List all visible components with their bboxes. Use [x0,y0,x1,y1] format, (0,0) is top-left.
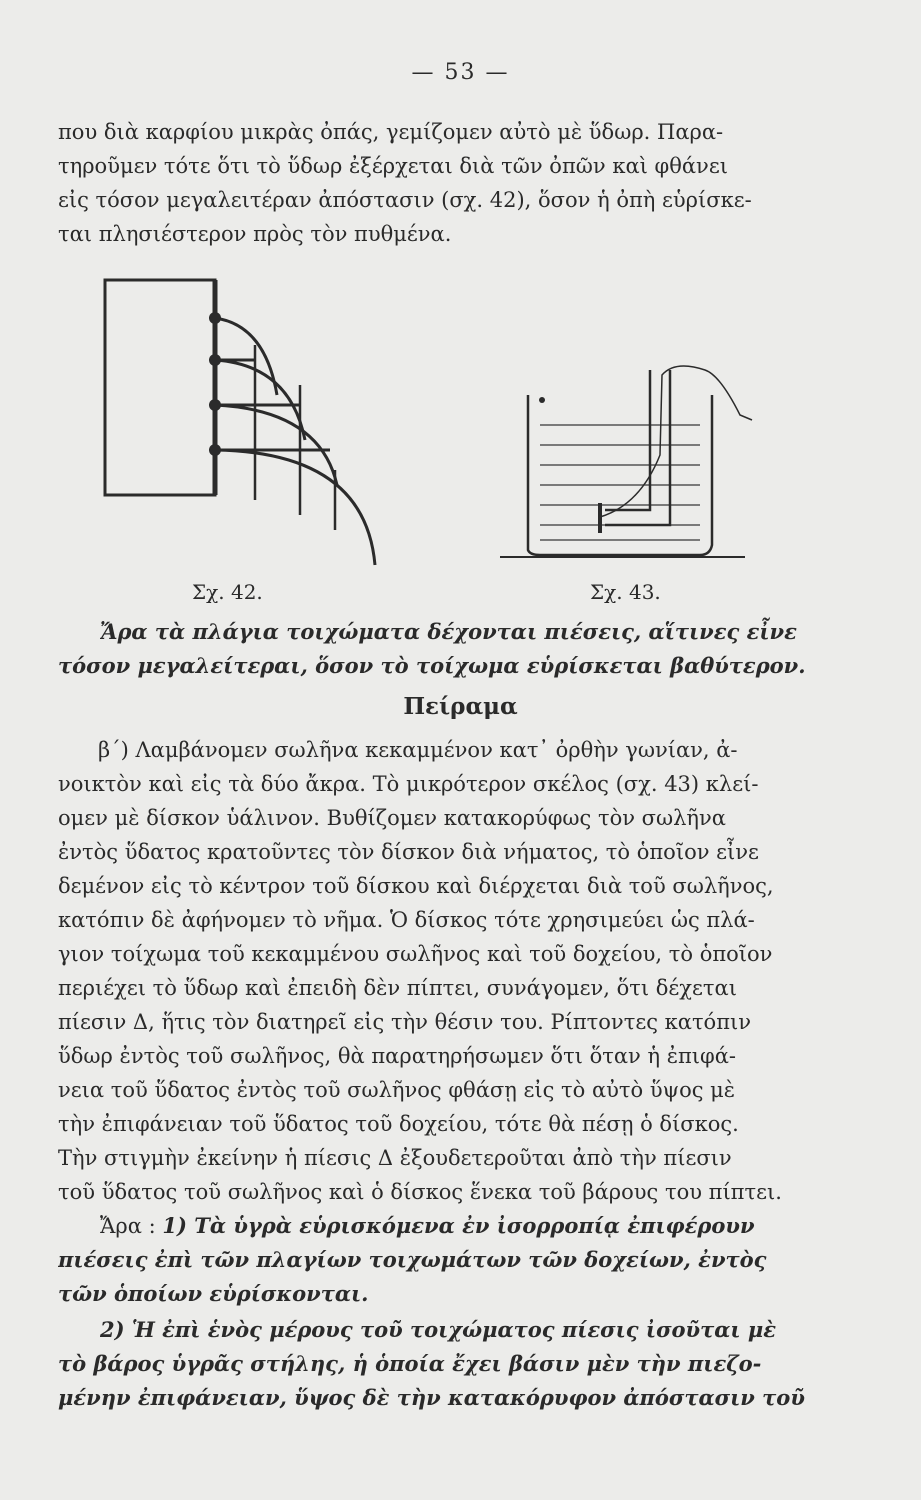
text-line: πίεσιν Δ, ἥτις τὸν διατηρεῖ εἰς τὴν θέσιν του. Ρίπτοντες κατόπιν [58,1010,751,1034]
text-line: Τὴν στιγμὴν ἐκείνην ἡ πίεσις Δ ἐξουδετεροῦται ἀπὸ τὴν πίεσιν [58,1146,732,1170]
text-line: τὴν ἐπιφάνειαν τοῦ ὕδατος τοῦ δοχείου, τότε θὰ πέσῃ ὁ δίσκος. [58,1112,739,1136]
text-line: μένην ἐπιφάνειαν, ὕψος δὲ τὴν κατακόρυφον ἀπόστασιν τοῦ [58,1385,805,1410]
conclusion-2-point-2 [100,1313,822,1347]
page-number: — 53 — [411,60,510,85]
text-line: που διὰ καρφίου μικρὰς ὀπάς, γεμίζομεν αὐτὸ μὲ ὕδωρ. Παρα- [58,120,724,144]
conclusion-1 [100,615,830,649]
section-title: Πείραμα [403,693,518,720]
text-line: νεια τοῦ ὕδατος ἐντὸς τοῦ σωλῆνος φθάσῃ εἰς τὸ αὐτὸ ὕψος μὲ [58,1078,736,1102]
conclusion-2-point-2-cont [58,1347,823,1415]
text-line: Ἄρα τὰ πλάγια τοιχώματα δέχονται πιέσεις, αἵτινες εἶνε [100,619,797,644]
text-line: ὕδωρ ἐντὸς τοῦ σωλῆνος, θὰ παρατηρήσωμεν ὅτι ὅταν ἡ ἐπιφά- [58,1044,737,1068]
text-line: τὸ βάρος ὑγρᾶς στήλης, ἡ ὁποία ἔχει βάσιν μὲν τὴν πιεζο- [58,1351,762,1376]
conclusion-1-cont [58,649,823,683]
figure-42-caption: Σχ. 42. [192,580,263,604]
text-line: κατόπιν δὲ ἀφήνομεν τὸ νῆμα. Ὁ δίσκος τότε χρησιμεύει ὡς πλά- [58,908,755,932]
figure-43-bent-tube [500,355,770,570]
conclusion-lead: Ἄρα : [100,1214,156,1238]
figure-43-caption: Σχ. 43. [590,580,661,604]
conclusion-2-first-line [100,1209,822,1243]
text-line: νοικτὸν καὶ εἰς τὰ δύο ἄκρα. Τὸ μικρότερον σκέλος (σχ. 43) κλεί- [58,772,759,796]
text-line: ται πλησιέστερον πρὸς τὸν πυθμένα. [58,222,452,246]
conclusion-2 [58,1243,823,1311]
text-line: περιέχει τὸ ὕδωρ καὶ ἐπειδὴ δὲν πίπτει, συνάγομεν, ὅτι δέχεται [58,976,737,1000]
text-line: β΄) Λαμβάνομεν σωλῆνα κεκαμμένον κατ᾿ ὀρθὴν γωνίαν, ἀ- [98,738,738,762]
text-line [100,1209,822,1243]
text-line: πιέσεις ἐπὶ τῶν πλαγίων τοιχωμάτων τῶν δοχείων, ἐντὸς [58,1247,767,1272]
conclusion-point-1: 1) Τὰ ὑγρὰ εὑρισκόμενα ἐν ἰσορροπίᾳ ἐπιφέρουν [162,1213,755,1238]
text-line: τῶν ὁποίων εὑρίσκονται. [58,1281,369,1306]
text-line: ομεν μὲ δίσκον ὑάλινον. Βυθίζομεν κατακορύφως τὸν σωλῆνα [58,806,726,830]
text-line: δεμένον εἰς τὸ κέντρον τοῦ δίσκου καὶ διέρχεται διὰ τοῦ σωλῆνος, [58,874,774,898]
text-line: ἐντὸς ὕδατος κρατοῦντες τὸν δίσκον διὰ νήματος, τὸ ὁποῖον εἶνε [58,840,759,864]
text-line: τοῦ ὕδατος τοῦ σωλῆνος καὶ ὁ δίσκος ἕνεκα τοῦ βάρους του πίπτει. [58,1180,782,1204]
intro-paragraph [58,115,823,251]
figure-42-vessel-jets [95,270,395,575]
text-line: γιον τοίχωμα τοῦ κεκαμμένου σωλῆνος καὶ τοῦ δοχείου, τὸ ὁποῖον [58,942,773,966]
experiment-paragraph [58,733,823,1209]
text-line: τηροῦμεν τότε ὅτι τὸ ὕδωρ ἐξέρχεται διὰ τῶν ὀπῶν καὶ φθάνει [58,154,728,178]
text-line: 2) Ἡ ἐπὶ ἑνὸς μέρους τοῦ τοιχώματος πίεσις ἰσοῦται μὲ [100,1317,777,1342]
text-line: τόσον μεγαλείτεραι, ὅσον τὸ τοίχωμα εὑρίσκεται βαθύτερον. [58,653,806,678]
text-line: εἰς τόσον μεγαλειτέραν ἀπόστασιν (σχ. 42), ὅσον ἡ ὀπὴ εὑρίσκε- [58,188,752,212]
